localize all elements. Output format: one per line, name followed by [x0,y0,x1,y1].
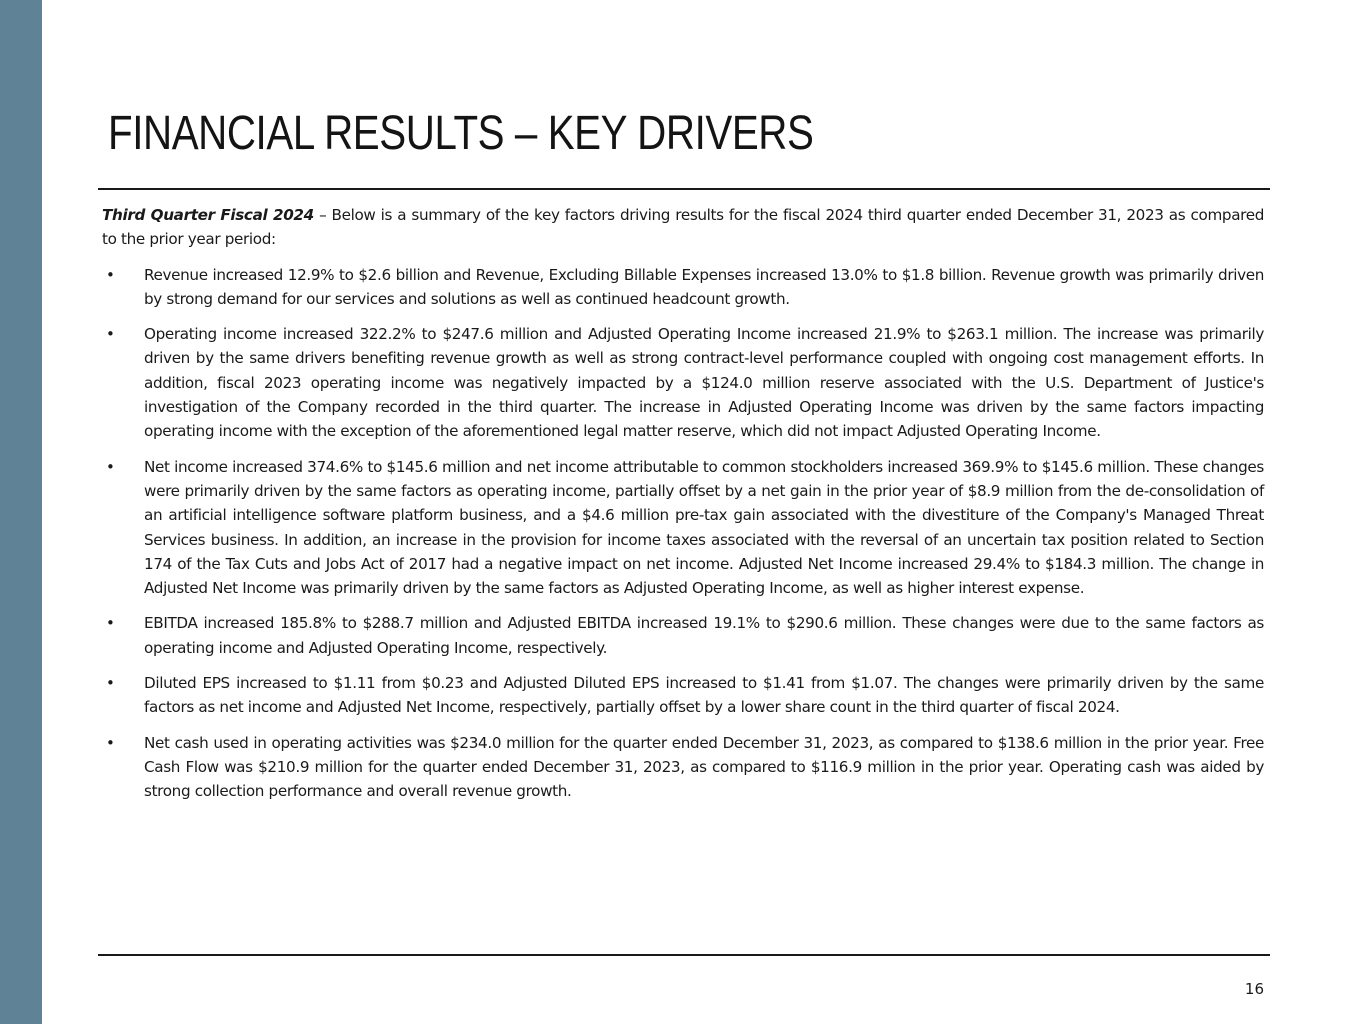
bullet-dot-icon: • [106,733,115,752]
intro-paragraph [102,203,1264,252]
slide-body [102,203,1264,815]
bullet-ebitda [102,611,1264,660]
left-accent-bar [0,0,42,1024]
bullet-text: Net cash used in operating activities was $234.0 million for the quarter ended December 31, 2023, as compared to $138.6 million in the prior year. Free Cash Flow was $210.9 million for the quarter ended December 31, 2023, as compared to $116.9 million in the prior year. Operating cash was aided by strong collection performance and overall revenue growth. [144,733,1264,801]
intro-lead: Third Quarter Fiscal 2024 [102,206,314,224]
bullet-text: Revenue increased 12.9% to $2.6 billion and Revenue, Excluding Billable Expenses increased 13.0% to $1.8 billion. Revenue growth was primarily driven by strong demand for our services and solutions as well as continued headcount growth. [144,265,1264,308]
bullet-text: Operating income increased 322.2% to $247.6 million and Adjusted Operating Income increased 21.9% to $263.1 million. The increase was primarily driven by the same drivers benefiting revenue growth as well as strong contract-level performance coupled with ongoing cost management efforts. In addition, fiscal 2023 operating income was negatively impacted by a $124.0 million reserve associated with the U.S. Department of Justice's investigation of the Company recorded in the third quarter. The increase in Adjusted Operating Income was driven by the same factors impacting operating income with the exception of the aforementioned legal matter reserve, which did not impact Adjusted Operating Income. [144,325,1264,441]
bullet-eps [102,671,1264,720]
bullet-dot-icon: • [106,325,115,344]
bullet-text: Net income increased 374.6% to $145.6 million and net income attributable to common stockholders increased 369.9% to $145.6 million. These changes were primarily driven by the same factors as operating income, partially offset by a net gain in the prior year of $8.9 million from the de-consolidation of an artificial intelligence software platform business, and a $4.6 million pre-tax gain associated with the divestiture of the Company's Managed Threat Services business. In addition, an increase in the provision for income taxes associated with the reversal of an uncertain tax position related to Section 174 of the Tax Cuts and Jobs Act of 2017 had a negative impact on net income. Adjusted Net Income increased 29.4% to $184.3 million. The change in Adjusted Net Income was primarily driven by the same factors as Adjusted Operating Income, as well as higher interest expense. [144,457,1264,598]
bullet-dot-icon: • [106,265,115,284]
title-divider [98,188,1270,190]
bullet-text: Diluted EPS increased to $1.11 from $0.23 and Adjusted Diluted EPS increased to $1.41 from $1.07. The changes were primarily driven by the same factors as net income and Adjusted Net Income, respectively, partially offset by a lower share count in the third quarter of fiscal 2024. [144,674,1264,717]
bullet-text: EBITDA increased 185.8% to $288.7 million and Adjusted EBITDA increased 19.1% to $290.6 million. These changes were due to the same factors as operating income and Adjusted Operating Income, respectively. [144,614,1264,657]
bullet-cash-flow [102,731,1264,804]
bullet-dot-icon: • [106,614,115,633]
footer-divider [98,954,1270,956]
bullet-operating-income [102,322,1264,443]
slide-title: FINANCIAL RESULTS – KEY DRIVERS [108,107,814,160]
page-number: 16 [1244,980,1264,998]
bullet-dot-icon: • [106,674,115,693]
bullet-net-income [102,455,1264,601]
bullet-revenue [102,263,1264,312]
intro-text: – Below is a summary of the key factors driving results for the fiscal 2024 third quarter ended December 31, 2023 as compared to the prior year period: [102,206,1264,249]
key-drivers-list [102,263,1264,804]
bullet-dot-icon: • [106,457,115,476]
